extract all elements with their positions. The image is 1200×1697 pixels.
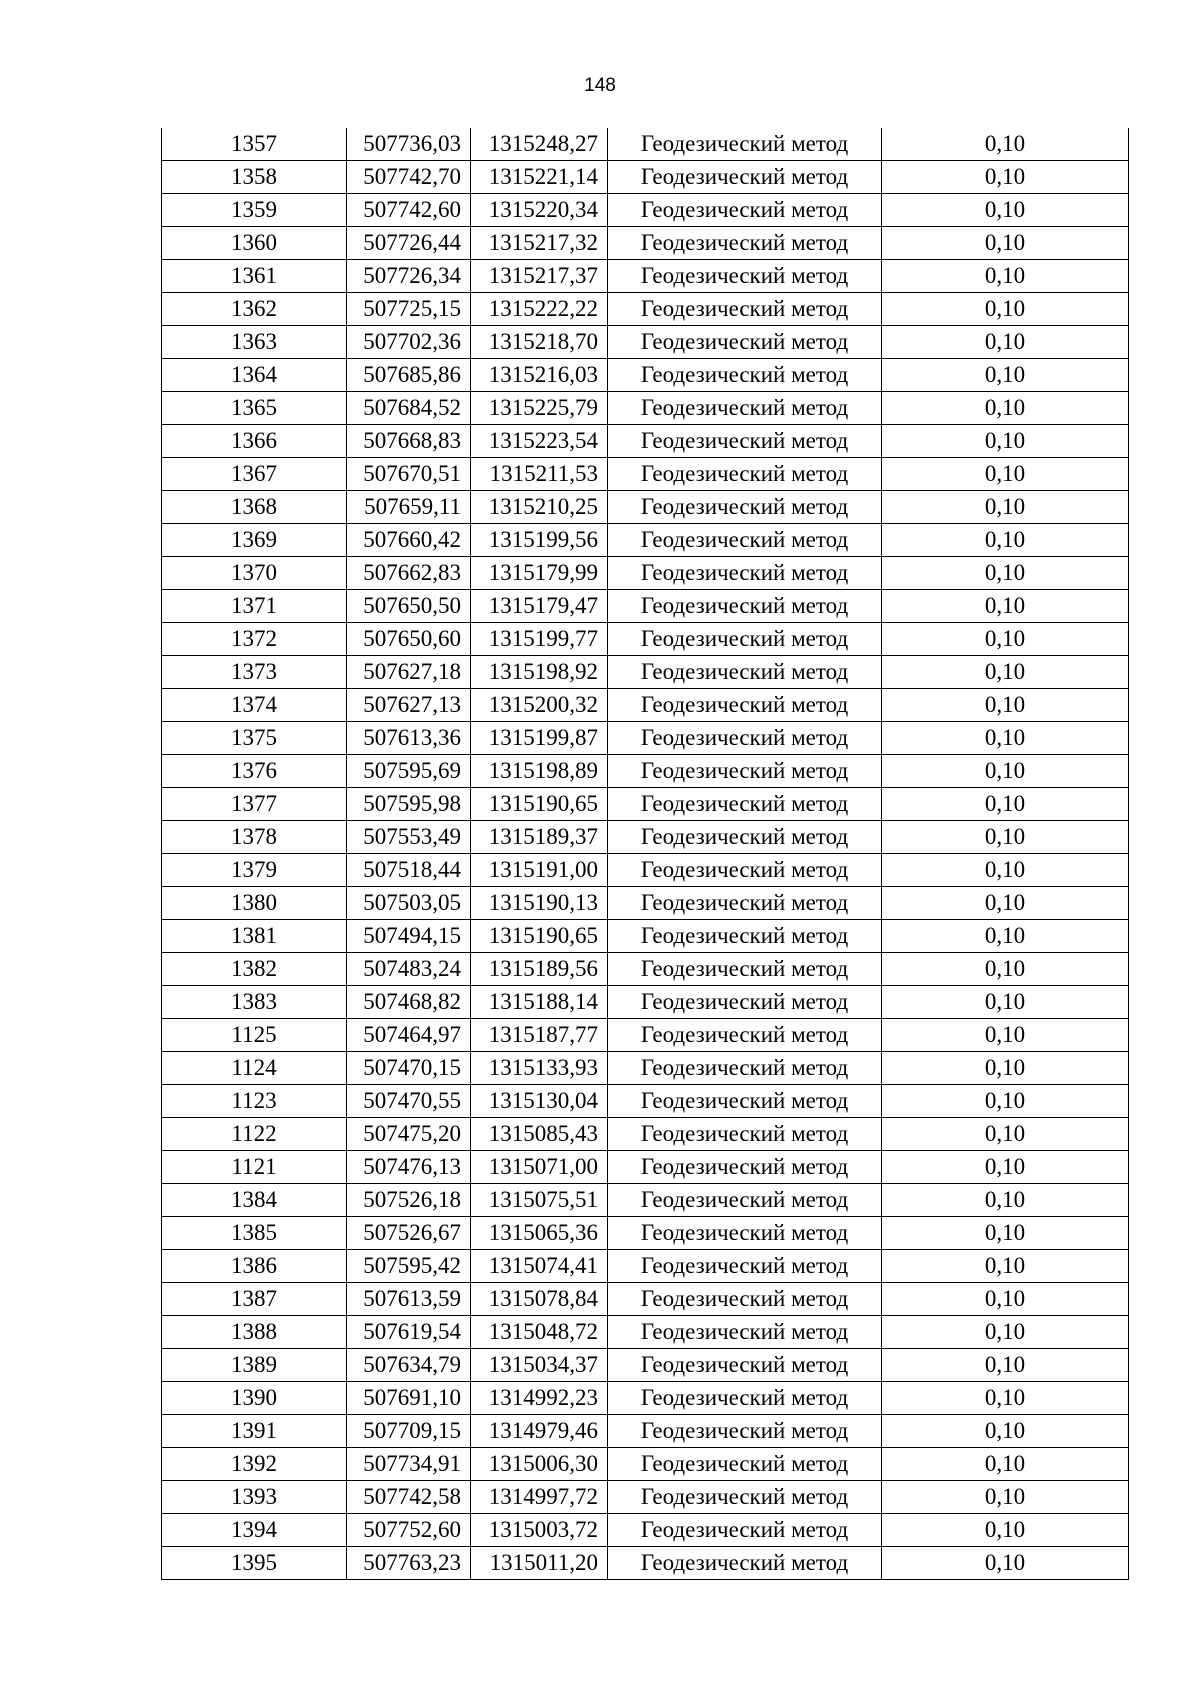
table-row (162, 623, 1129, 656)
table-row (162, 326, 1129, 359)
method-cell: Геодезический метод (608, 986, 882, 1019)
x-coordinate-cell: 507691,10 (347, 1382, 471, 1415)
x-coordinate-cell: 507494,15 (347, 920, 471, 953)
method-cell: Геодезический метод (608, 128, 882, 161)
method-cell: Геодезический метод (608, 590, 882, 623)
precision-cell: 0,10 (882, 1118, 1129, 1151)
y-coordinate-cell: 1315198,89 (471, 755, 608, 788)
point-number-cell: 1371 (162, 590, 347, 623)
method-cell: Геодезический метод (608, 1184, 882, 1217)
precision-cell: 0,10 (882, 458, 1129, 491)
x-coordinate-cell: 507742,70 (347, 161, 471, 194)
y-coordinate-cell: 1315199,56 (471, 524, 608, 557)
precision-cell: 0,10 (882, 392, 1129, 425)
point-number-cell: 1125 (162, 1019, 347, 1052)
point-number-cell: 1369 (162, 524, 347, 557)
x-coordinate-cell: 507526,67 (347, 1217, 471, 1250)
table-row (162, 1547, 1129, 1580)
y-coordinate-cell: 1315189,37 (471, 821, 608, 854)
table-row (162, 1019, 1129, 1052)
y-coordinate-cell: 1315221,14 (471, 161, 608, 194)
x-coordinate-cell: 507742,60 (347, 194, 471, 227)
point-number-cell: 1391 (162, 1415, 347, 1448)
table-row (162, 656, 1129, 689)
table-row (162, 1514, 1129, 1547)
y-coordinate-cell: 1315133,93 (471, 1052, 608, 1085)
point-number-cell: 1378 (162, 821, 347, 854)
method-cell: Геодезический метод (608, 1250, 882, 1283)
method-cell: Геодезический метод (608, 1547, 882, 1580)
table-row (162, 986, 1129, 1019)
coordinates-table-body (162, 128, 1129, 1580)
table-row (162, 1085, 1129, 1118)
precision-cell: 0,10 (882, 1085, 1129, 1118)
precision-cell: 0,10 (882, 161, 1129, 194)
y-coordinate-cell: 1315011,20 (471, 1547, 608, 1580)
x-coordinate-cell: 507725,15 (347, 293, 471, 326)
precision-cell: 0,10 (882, 1019, 1129, 1052)
method-cell: Геодезический метод (608, 359, 882, 392)
y-coordinate-cell: 1315211,53 (471, 458, 608, 491)
precision-cell: 0,10 (882, 1349, 1129, 1382)
method-cell: Геодезический метод (608, 1481, 882, 1514)
x-coordinate-cell: 507464,97 (347, 1019, 471, 1052)
point-number-cell: 1365 (162, 392, 347, 425)
x-coordinate-cell: 507659,11 (347, 491, 471, 524)
point-number-cell: 1358 (162, 161, 347, 194)
x-coordinate-cell: 507503,05 (347, 887, 471, 920)
y-coordinate-cell: 1315048,72 (471, 1316, 608, 1349)
y-coordinate-cell: 1315191,00 (471, 854, 608, 887)
table-row (162, 260, 1129, 293)
table-row (162, 557, 1129, 590)
precision-cell: 0,10 (882, 1217, 1129, 1250)
table-row (162, 425, 1129, 458)
table-row (162, 392, 1129, 425)
point-number-cell: 1123 (162, 1085, 347, 1118)
point-number-cell: 1393 (162, 1481, 347, 1514)
table-row (162, 1382, 1129, 1415)
method-cell: Геодезический метод (608, 1085, 882, 1118)
table-row (162, 590, 1129, 623)
method-cell: Геодезический метод (608, 1217, 882, 1250)
table-row (162, 194, 1129, 227)
point-number-cell: 1392 (162, 1448, 347, 1481)
precision-cell: 0,10 (882, 590, 1129, 623)
point-number-cell: 1381 (162, 920, 347, 953)
x-coordinate-cell: 507553,49 (347, 821, 471, 854)
point-number-cell: 1372 (162, 623, 347, 656)
method-cell: Геодезический метод (608, 821, 882, 854)
point-number-cell: 1394 (162, 1514, 347, 1547)
precision-cell: 0,10 (882, 1514, 1129, 1547)
y-coordinate-cell: 1314997,72 (471, 1481, 608, 1514)
y-coordinate-cell: 1314992,23 (471, 1382, 608, 1415)
precision-cell: 0,10 (882, 788, 1129, 821)
precision-cell: 0,10 (882, 953, 1129, 986)
y-coordinate-cell: 1315225,79 (471, 392, 608, 425)
precision-cell: 0,10 (882, 854, 1129, 887)
x-coordinate-cell: 507634,79 (347, 1349, 471, 1382)
point-number-cell: 1385 (162, 1217, 347, 1250)
precision-cell: 0,10 (882, 491, 1129, 524)
method-cell: Геодезический метод (608, 1316, 882, 1349)
table-row (162, 293, 1129, 326)
y-coordinate-cell: 1315034,37 (471, 1349, 608, 1382)
point-number-cell: 1357 (162, 128, 347, 161)
x-coordinate-cell: 507650,60 (347, 623, 471, 656)
table-row (162, 1481, 1129, 1514)
precision-cell: 0,10 (882, 293, 1129, 326)
x-coordinate-cell: 507742,58 (347, 1481, 471, 1514)
x-coordinate-cell: 507595,69 (347, 755, 471, 788)
x-coordinate-cell: 507709,15 (347, 1415, 471, 1448)
point-number-cell: 1383 (162, 986, 347, 1019)
point-number-cell: 1390 (162, 1382, 347, 1415)
table-row (162, 953, 1129, 986)
precision-cell: 0,10 (882, 359, 1129, 392)
point-number-cell: 1364 (162, 359, 347, 392)
x-coordinate-cell: 507662,83 (347, 557, 471, 590)
table-row (162, 1448, 1129, 1481)
precision-cell: 0,10 (882, 986, 1129, 1019)
method-cell: Геодезический метод (608, 1283, 882, 1316)
method-cell: Геодезический метод (608, 854, 882, 887)
table-row (162, 1250, 1129, 1283)
x-coordinate-cell: 507668,83 (347, 425, 471, 458)
point-number-cell: 1359 (162, 194, 347, 227)
precision-cell: 0,10 (882, 260, 1129, 293)
method-cell: Геодезический метод (608, 326, 882, 359)
method-cell: Геодезический метод (608, 953, 882, 986)
y-coordinate-cell: 1315074,41 (471, 1250, 608, 1283)
precision-cell: 0,10 (882, 1316, 1129, 1349)
y-coordinate-cell: 1315189,56 (471, 953, 608, 986)
method-cell: Геодезический метод (608, 293, 882, 326)
method-cell: Геодезический метод (608, 887, 882, 920)
x-coordinate-cell: 507752,60 (347, 1514, 471, 1547)
table-row (162, 1316, 1129, 1349)
y-coordinate-cell: 1315217,32 (471, 227, 608, 260)
method-cell: Геодезический метод (608, 1415, 882, 1448)
point-number-cell: 1376 (162, 755, 347, 788)
table-row (162, 1184, 1129, 1217)
precision-cell: 0,10 (882, 755, 1129, 788)
point-number-cell: 1384 (162, 1184, 347, 1217)
page-number: 148 (584, 75, 616, 96)
precision-cell: 0,10 (882, 920, 1129, 953)
precision-cell: 0,10 (882, 1283, 1129, 1316)
table-row (162, 755, 1129, 788)
precision-cell: 0,10 (882, 1052, 1129, 1085)
precision-cell: 0,10 (882, 1382, 1129, 1415)
method-cell: Геодезический метод (608, 194, 882, 227)
x-coordinate-cell: 507670,51 (347, 458, 471, 491)
point-number-cell: 1380 (162, 887, 347, 920)
x-coordinate-cell: 507660,42 (347, 524, 471, 557)
x-coordinate-cell: 507734,91 (347, 1448, 471, 1481)
y-coordinate-cell: 1315222,22 (471, 293, 608, 326)
precision-cell: 0,10 (882, 557, 1129, 590)
method-cell: Геодезический метод (608, 656, 882, 689)
table-row (162, 722, 1129, 755)
x-coordinate-cell: 507483,24 (347, 953, 471, 986)
x-coordinate-cell: 507726,34 (347, 260, 471, 293)
precision-cell: 0,10 (882, 1481, 1129, 1514)
y-coordinate-cell: 1315217,37 (471, 260, 608, 293)
x-coordinate-cell: 507650,50 (347, 590, 471, 623)
table-row (162, 1052, 1129, 1085)
precision-cell: 0,10 (882, 1547, 1129, 1580)
method-cell: Геодезический метод (608, 458, 882, 491)
table-row (162, 788, 1129, 821)
point-number-cell: 1370 (162, 557, 347, 590)
table-row (162, 1415, 1129, 1448)
precision-cell: 0,10 (882, 656, 1129, 689)
table-row (162, 1349, 1129, 1382)
point-number-cell: 1379 (162, 854, 347, 887)
x-coordinate-cell: 507613,36 (347, 722, 471, 755)
precision-cell: 0,10 (882, 194, 1129, 227)
table-row (162, 920, 1129, 953)
x-coordinate-cell: 507726,44 (347, 227, 471, 260)
point-number-cell: 1363 (162, 326, 347, 359)
y-coordinate-cell: 1315065,36 (471, 1217, 608, 1250)
y-coordinate-cell: 1315075,51 (471, 1184, 608, 1217)
method-cell: Геодезический метод (608, 260, 882, 293)
table-row (162, 128, 1129, 161)
x-coordinate-cell: 507627,18 (347, 656, 471, 689)
point-number-cell: 1377 (162, 788, 347, 821)
x-coordinate-cell: 507476,13 (347, 1151, 471, 1184)
point-number-cell: 1360 (162, 227, 347, 260)
x-coordinate-cell: 507518,44 (347, 854, 471, 887)
x-coordinate-cell: 507685,86 (347, 359, 471, 392)
precision-cell: 0,10 (882, 524, 1129, 557)
precision-cell: 0,10 (882, 623, 1129, 656)
method-cell: Геодезический метод (608, 788, 882, 821)
y-coordinate-cell: 1315078,84 (471, 1283, 608, 1316)
precision-cell: 0,10 (882, 1184, 1129, 1217)
x-coordinate-cell: 507595,98 (347, 788, 471, 821)
x-coordinate-cell: 507763,23 (347, 1547, 471, 1580)
x-coordinate-cell: 507526,18 (347, 1184, 471, 1217)
precision-cell: 0,10 (882, 326, 1129, 359)
precision-cell: 0,10 (882, 887, 1129, 920)
method-cell: Геодезический метод (608, 524, 882, 557)
y-coordinate-cell: 1315188,14 (471, 986, 608, 1019)
point-number-cell: 1375 (162, 722, 347, 755)
y-coordinate-cell: 1315179,99 (471, 557, 608, 590)
table-row (162, 887, 1129, 920)
table-row (162, 227, 1129, 260)
method-cell: Геодезический метод (608, 1382, 882, 1415)
point-number-cell: 1122 (162, 1118, 347, 1151)
y-coordinate-cell: 1315210,25 (471, 491, 608, 524)
y-coordinate-cell: 1315187,77 (471, 1019, 608, 1052)
point-number-cell: 1366 (162, 425, 347, 458)
point-number-cell: 1387 (162, 1283, 347, 1316)
method-cell: Геодезический метод (608, 689, 882, 722)
point-number-cell: 1368 (162, 491, 347, 524)
precision-cell: 0,10 (882, 227, 1129, 260)
table-row (162, 1118, 1129, 1151)
x-coordinate-cell: 507470,55 (347, 1085, 471, 1118)
y-coordinate-cell: 1315130,04 (471, 1085, 608, 1118)
y-coordinate-cell: 1315248,27 (471, 128, 608, 161)
point-number-cell: 1124 (162, 1052, 347, 1085)
table-row (162, 458, 1129, 491)
method-cell: Геодезический метод (608, 1514, 882, 1547)
precision-cell: 0,10 (882, 689, 1129, 722)
y-coordinate-cell: 1315218,70 (471, 326, 608, 359)
method-cell: Геодезический метод (608, 1151, 882, 1184)
y-coordinate-cell: 1315200,32 (471, 689, 608, 722)
table-row (162, 491, 1129, 524)
table-row (162, 854, 1129, 887)
point-number-cell: 1386 (162, 1250, 347, 1283)
y-coordinate-cell: 1315223,54 (471, 425, 608, 458)
method-cell: Геодезический метод (608, 1019, 882, 1052)
point-number-cell: 1373 (162, 656, 347, 689)
method-cell: Геодезический метод (608, 392, 882, 425)
method-cell: Геодезический метод (608, 1448, 882, 1481)
x-coordinate-cell: 507468,82 (347, 986, 471, 1019)
y-coordinate-cell: 1315190,65 (471, 920, 608, 953)
x-coordinate-cell: 507702,36 (347, 326, 471, 359)
method-cell: Геодезический метод (608, 623, 882, 656)
table-row (162, 359, 1129, 392)
method-cell: Геодезический метод (608, 425, 882, 458)
point-number-cell: 1389 (162, 1349, 347, 1382)
point-number-cell: 1121 (162, 1151, 347, 1184)
precision-cell: 0,10 (882, 821, 1129, 854)
y-coordinate-cell: 1315199,87 (471, 722, 608, 755)
method-cell: Геодезический метод (608, 227, 882, 260)
y-coordinate-cell: 1315199,77 (471, 623, 608, 656)
y-coordinate-cell: 1315006,30 (471, 1448, 608, 1481)
method-cell: Геодезический метод (608, 491, 882, 524)
table-row (162, 524, 1129, 557)
precision-cell: 0,10 (882, 1448, 1129, 1481)
method-cell: Геодезический метод (608, 1118, 882, 1151)
precision-cell: 0,10 (882, 722, 1129, 755)
table-row (162, 1217, 1129, 1250)
y-coordinate-cell: 1315216,03 (471, 359, 608, 392)
y-coordinate-cell: 1315179,47 (471, 590, 608, 623)
precision-cell: 0,10 (882, 128, 1129, 161)
point-number-cell: 1388 (162, 1316, 347, 1349)
y-coordinate-cell: 1315071,00 (471, 1151, 608, 1184)
x-coordinate-cell: 507684,52 (347, 392, 471, 425)
table-row (162, 689, 1129, 722)
method-cell: Геодезический метод (608, 755, 882, 788)
coordinates-table (161, 128, 1129, 1580)
method-cell: Геодезический метод (608, 1349, 882, 1382)
table-row (162, 821, 1129, 854)
x-coordinate-cell: 507627,13 (347, 689, 471, 722)
y-coordinate-cell: 1315198,92 (471, 656, 608, 689)
x-coordinate-cell: 507595,42 (347, 1250, 471, 1283)
method-cell: Геодезический метод (608, 1052, 882, 1085)
y-coordinate-cell: 1315220,34 (471, 194, 608, 227)
point-number-cell: 1395 (162, 1547, 347, 1580)
precision-cell: 0,10 (882, 1415, 1129, 1448)
y-coordinate-cell: 1315003,72 (471, 1514, 608, 1547)
precision-cell: 0,10 (882, 1151, 1129, 1184)
x-coordinate-cell: 507475,20 (347, 1118, 471, 1151)
point-number-cell: 1382 (162, 953, 347, 986)
point-number-cell: 1362 (162, 293, 347, 326)
y-coordinate-cell: 1315190,13 (471, 887, 608, 920)
x-coordinate-cell: 507470,15 (347, 1052, 471, 1085)
method-cell: Геодезический метод (608, 161, 882, 194)
method-cell: Геодезический метод (608, 557, 882, 590)
point-number-cell: 1361 (162, 260, 347, 293)
method-cell: Геодезический метод (608, 722, 882, 755)
point-number-cell: 1367 (162, 458, 347, 491)
y-coordinate-cell: 1315085,43 (471, 1118, 608, 1151)
y-coordinate-cell: 1314979,46 (471, 1415, 608, 1448)
table-row (162, 1283, 1129, 1316)
precision-cell: 0,10 (882, 425, 1129, 458)
x-coordinate-cell: 507619,54 (347, 1316, 471, 1349)
x-coordinate-cell: 507736,03 (347, 128, 471, 161)
table-row (162, 161, 1129, 194)
method-cell: Геодезический метод (608, 920, 882, 953)
point-number-cell: 1374 (162, 689, 347, 722)
precision-cell: 0,10 (882, 1250, 1129, 1283)
y-coordinate-cell: 1315190,65 (471, 788, 608, 821)
x-coordinate-cell: 507613,59 (347, 1283, 471, 1316)
table-row (162, 1151, 1129, 1184)
